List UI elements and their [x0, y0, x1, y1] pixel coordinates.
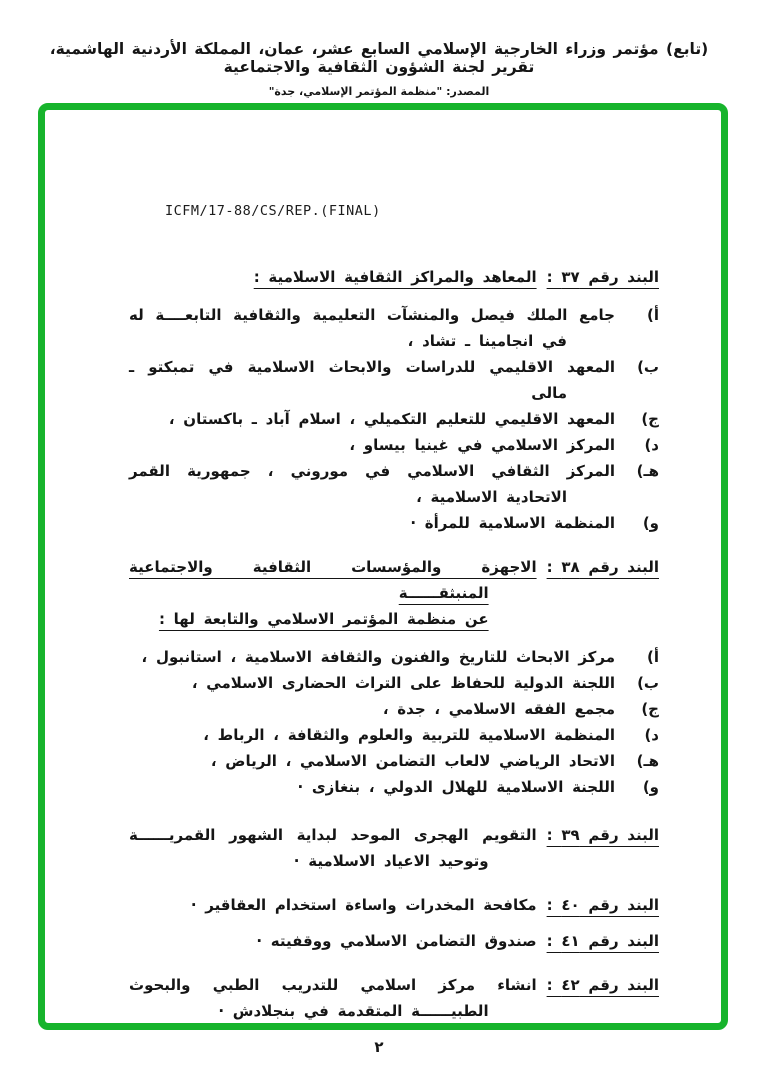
page-header	[0, 40, 758, 98]
list-item	[129, 748, 659, 774]
item-text: مجمع الفقه الاسلامي ، جدة ،	[382, 700, 615, 718]
section-number-label: البند رقم ٤٠ :	[546, 896, 659, 914]
list-item	[129, 644, 659, 670]
section-number-label: البند رقم ٣٧ :	[546, 268, 659, 286]
item-marker: ب)	[637, 358, 659, 376]
section-number-label: البند رقم ٤١ :	[546, 932, 659, 950]
item-text: المنظمة الاسلامية للتربية والعلوم والثقافة ، الرباط ،	[203, 726, 615, 744]
item-text: مركز الابحاث للتاريخ والفنون والثقافة الاسلامية ، استانبول ،	[141, 648, 615, 666]
document-section	[129, 928, 659, 954]
item-marker: د)	[644, 436, 659, 454]
item-marker: هـ)	[636, 462, 659, 480]
document-source-line: المصدر: "منظمة المؤتمر الإسلامي، جدة"	[268, 85, 490, 98]
item-text: المنظمة الاسلامية للمرأة ·	[410, 514, 615, 532]
document-section	[129, 892, 659, 918]
item-marker: ج)	[641, 700, 659, 718]
document-header-title: (تابع) مؤتمر وزراء الخارجية الإسلامي السابع عشر، عمان، المملكة الأردنية الهاشمية، تقرير لجنة الشؤون الثقافية والاجتماعية	[49, 40, 709, 76]
section-heading	[129, 892, 659, 918]
document-content	[45, 110, 721, 1023]
document-reference: ICFM/17-88/CS/REP.(FINAL)	[165, 203, 381, 219]
section-number-label: البند رقم ٣٩ :	[546, 826, 659, 844]
item-marker: و)	[642, 514, 659, 532]
list-item	[129, 354, 659, 406]
sections-container	[129, 264, 659, 1024]
list-item	[129, 302, 659, 354]
section-body-text: صندوق التضامن الاسلامي ووقفيته ·	[256, 932, 537, 950]
item-marker: ب)	[637, 674, 659, 692]
item-marker: ج)	[641, 410, 659, 428]
list-item	[129, 696, 659, 722]
list-item	[129, 458, 659, 510]
section-item-list	[129, 644, 659, 800]
item-text: المعهد الاقليمي للتعليم التكميلي ، اسلام آباد ـ باكستان ،	[168, 410, 615, 428]
item-marker: د)	[644, 726, 659, 744]
green-frame	[38, 103, 728, 1030]
item-marker: و)	[642, 778, 659, 796]
item-marker: أ)	[647, 648, 659, 666]
section-title-line1: المعاهد والمراكز الثقافية الاسلامية :	[253, 268, 537, 286]
section-heading	[129, 928, 659, 954]
document-section	[129, 972, 659, 1024]
item-text: الاتحاد الرياضي لالعاب التضامن الاسلامي ، الرياض ،	[210, 752, 615, 770]
document-section	[129, 264, 659, 536]
section-title	[129, 554, 537, 632]
item-text: المركز الاسلامي في غينيا بيساو ،	[349, 436, 615, 454]
document-section	[129, 554, 659, 800]
item-text: اللجنة الاسلامية للهلال الدولي ، بنغازى ·	[297, 778, 615, 796]
section-heading	[129, 554, 659, 632]
list-item	[129, 510, 659, 536]
document-section	[129, 822, 659, 874]
section-heading	[129, 822, 659, 874]
item-text: جامع الملك فيصل والمنشآت التعليمية والثقافية التابعــــة له في انجامينا ـ تشاد ،	[129, 306, 615, 350]
item-text: المعهد الاقليمي للدراسات والابحاث الاسلامية في تمبكتو ـ مالى	[129, 358, 615, 402]
list-item	[129, 406, 659, 432]
section-title-line1: الاجهزة والمؤسسات الثقافية والاجتماعية المنبثقــــــة	[129, 558, 537, 602]
list-item	[129, 670, 659, 696]
section-heading	[129, 972, 659, 1024]
list-item	[129, 774, 659, 800]
section-title-line2: عن منظمة المؤتمر الاسلامي والتابعة لها :	[158, 610, 489, 628]
item-marker: هـ)	[636, 752, 659, 770]
page-number: ٢	[374, 1038, 384, 1056]
section-number-label: البند رقم ٣٨ :	[546, 558, 659, 576]
section-heading	[129, 264, 659, 290]
section-body-text: التقويم الهجرى الموحد لبداية الشهور القمريــــــة وتوحيد الاعياد الاسلامية ·	[129, 826, 537, 870]
section-number-label: البند رقم ٤٢ :	[546, 976, 659, 994]
item-text: اللجنة الدولية للحفاظ على التراث الحضارى الاسلامي ،	[191, 674, 615, 692]
section-body-text: انشاء مركز اسلامي للتدريب الطبي والبحوث الطبيــــــة المتقدمة في بنجلادش ·	[129, 976, 537, 1020]
list-item	[129, 722, 659, 748]
item-text: المركز الثقافي الاسلامي في موروني ، جمهورية القمر الاتحادية الاسلامية ،	[129, 462, 615, 506]
section-title	[129, 264, 537, 290]
item-marker: أ)	[647, 306, 659, 324]
list-item	[129, 432, 659, 458]
section-body-text: مكافحة المخدرات واساءة استخدام العقاقير ·	[190, 896, 537, 914]
section-item-list	[129, 302, 659, 536]
